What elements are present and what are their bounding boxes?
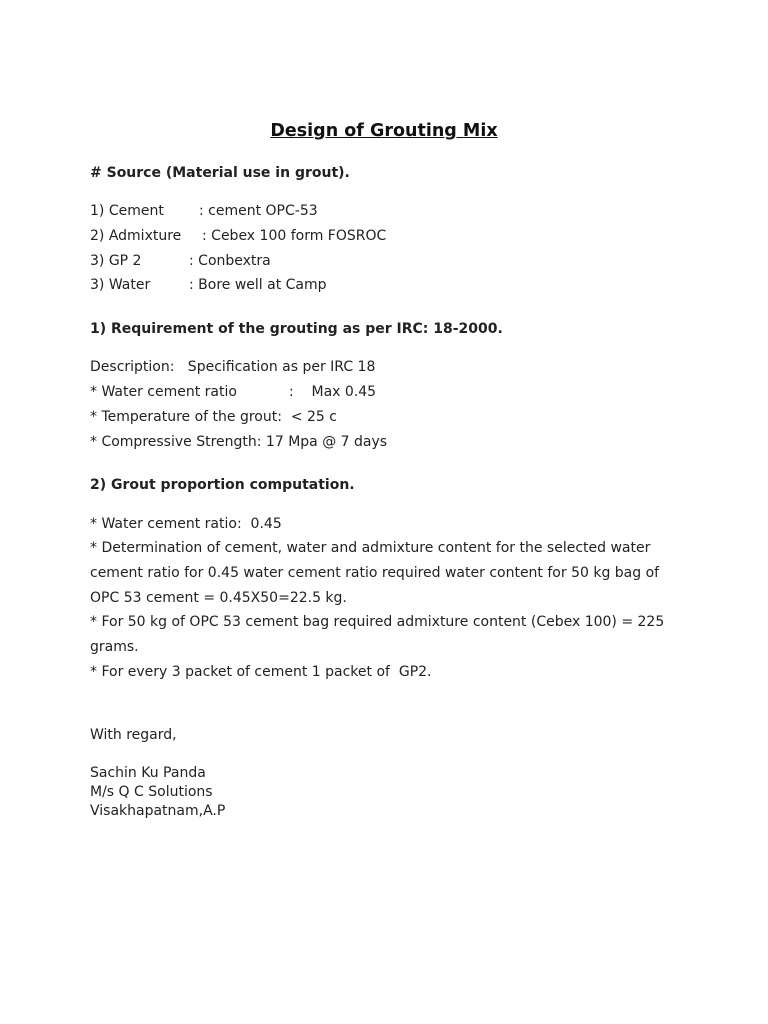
requirement-wc-ratio xyxy=(90,382,376,402)
computation-heading: 2) Grout proportion computation. xyxy=(90,477,355,493)
wc-ratio-label: * Water cement ratio xyxy=(90,384,237,400)
requirement-strength: * Compressive Strength: 17 Mpa @ 7 days xyxy=(90,434,388,450)
source-item-value: : Cebex 100 form FOSROC xyxy=(202,228,387,244)
computation-wc-ratio: * Water cement ratio: 0.45 xyxy=(90,516,282,532)
requirement-temperature: * Temperature of the grout: < 25 c xyxy=(90,409,337,425)
closing-regard: With regard, xyxy=(90,727,177,743)
source-item-label: 3) GP 2 xyxy=(90,253,142,269)
requirement-description: Description: Specification as per IRC 18 xyxy=(90,359,376,375)
signature-name: Sachin Ku Panda xyxy=(90,765,206,781)
source-item-label: 3) Water xyxy=(90,277,151,293)
computation-determination: * Determination of cement, water and admixture content for the selected water cement ratio for 0.45 water cement ratio required water content for 50 kg bag of OPC 53 cement = 0.45X50=22.5 kg. xyxy=(90,540,660,606)
document-title: Design of Grouting Mix xyxy=(270,121,498,141)
requirement-heading: 1) Requirement of the grouting as per IRC: 18-2000. xyxy=(90,321,503,337)
source-item-value: : Conbextra xyxy=(189,253,271,269)
source-item-value: : Bore well at Camp xyxy=(189,277,327,293)
source-item-cement xyxy=(90,201,318,221)
source-item-admixture xyxy=(90,226,386,246)
computation-admixture: * For 50 kg of OPC 53 cement bag required admixture content (Cebex 100) = 225 grams. xyxy=(90,614,665,655)
source-item-label: 1) Cement xyxy=(90,203,164,219)
source-item-water xyxy=(90,275,327,295)
source-heading: # Source (Material use in grout). xyxy=(90,165,350,181)
signature-location: Visakhapatnam,A.P xyxy=(90,803,226,819)
source-item-gp2 xyxy=(90,251,271,271)
source-item-value: : cement OPC-53 xyxy=(199,203,318,219)
source-item-label: 2) Admixture xyxy=(90,228,182,244)
computation-gp2: * For every 3 packet of cement 1 packet of GP2. xyxy=(90,664,432,680)
wc-ratio-value: : Max 0.45 xyxy=(289,384,377,400)
signature-company: M/s Q C Solutions xyxy=(90,784,213,800)
